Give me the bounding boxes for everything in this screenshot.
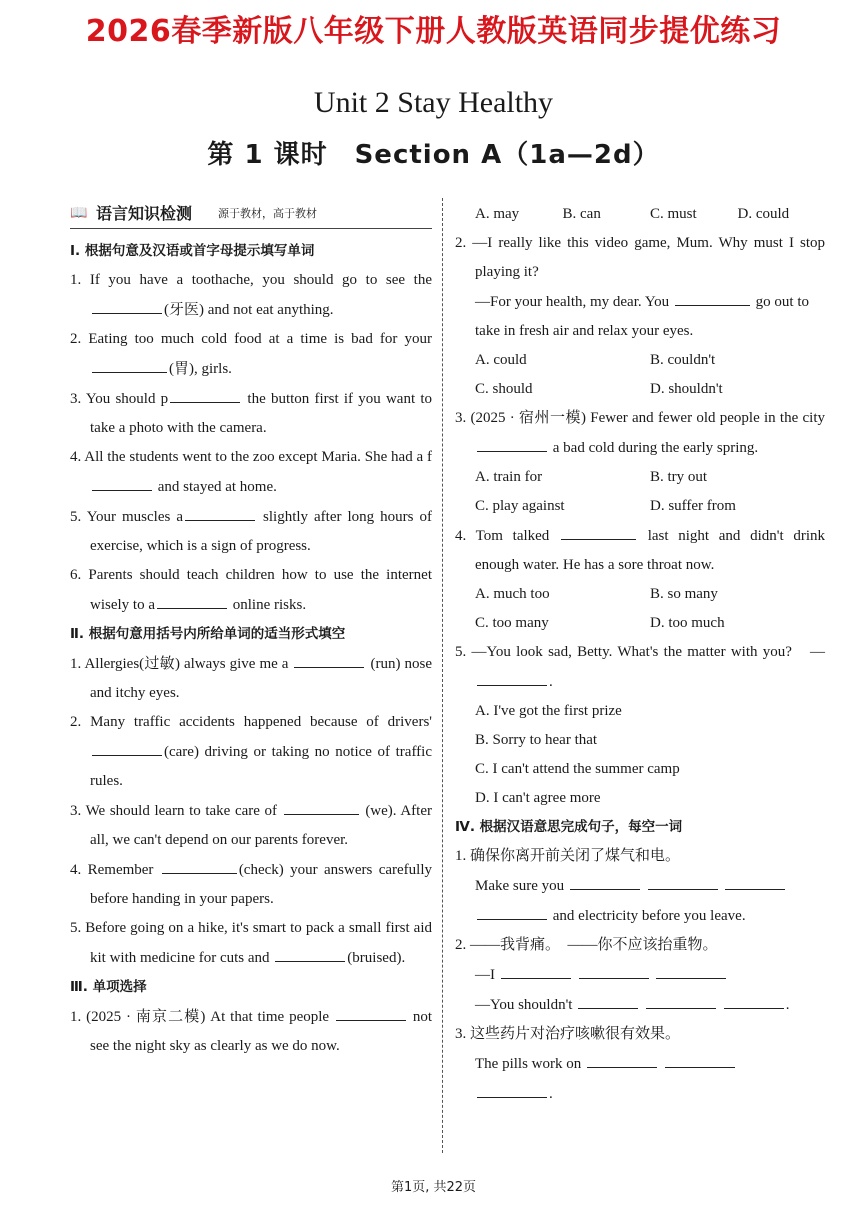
part3-question-2: 2. —I really like this video game, Mum. Why must I stop playing it? — [455, 235, 825, 280]
option-b[interactable]: B. couldn't — [650, 352, 716, 368]
part1-question-1: 1. If you have a toothache, you should go to see the (牙医) and not eat anything. — [70, 272, 432, 318]
option-c[interactable]: C. should — [475, 381, 533, 397]
option-b[interactable]: B. try out — [650, 469, 708, 485]
answer-blank[interactable] — [477, 667, 547, 686]
option-c[interactable]: C. too many — [475, 615, 549, 631]
option-c[interactable]: C. must — [650, 206, 697, 222]
answer-blank[interactable] — [477, 433, 547, 452]
answer-blank[interactable] — [656, 960, 726, 979]
option-d[interactable]: D. I can't agree more — [475, 790, 601, 806]
option-b[interactable]: B. can — [562, 206, 601, 222]
part1-question-3: 3. You should p the button first if you want to take a photo with the camera. — [70, 384, 432, 443]
option-b[interactable]: B. so many — [650, 586, 718, 602]
part2-question-3: 3. We should learn to take care of (we). After all, we can't depend on our parents forever. — [70, 796, 432, 855]
part1-question-5: 5. Your muscles a slightly after long hours of exercise, which is a sign of progress. — [70, 502, 432, 561]
part2-question-1: 1. Allergies(过敏) always give me a (run) nose and itchy eyes. — [70, 649, 432, 708]
part4-question-1: 1. 确保你离开前关闭了煤气和电。 — [455, 848, 681, 864]
answer-blank[interactable] — [170, 384, 240, 403]
part3-question-3: 3. (2025 · 宿州一模) Fewer and fewer old people in the city a bad cold during the early spring. — [455, 410, 825, 456]
part3-q3-options-2 — [455, 492, 825, 521]
answer-blank[interactable] — [501, 960, 571, 979]
part3-q3-options — [455, 463, 825, 492]
column-divider — [442, 198, 443, 1153]
option-d[interactable]: D. could — [737, 206, 790, 222]
part4-question-2-line-1: —I — [455, 960, 825, 990]
part3-q4-options — [455, 580, 825, 609]
option-a[interactable]: A. train for — [475, 469, 543, 485]
answer-blank[interactable] — [578, 990, 638, 1009]
part1-question-4: 4. All the students went to the zoo except Maria. She had a f and stayed at home. — [70, 449, 432, 495]
part3-q2-options-2 — [455, 375, 825, 404]
part3-question-2-reply: —For your health, my dear. You go out to take in fresh air and relax your eyes. — [455, 287, 825, 346]
answer-blank[interactable] — [284, 796, 359, 815]
option-a[interactable]: A. I've got the first prize — [475, 703, 622, 719]
part3-question-5: 5. —You look sad, Betty. What's the matter with you? —. — [455, 644, 825, 690]
part4-question-3-line-1: The pills work on — [455, 1049, 825, 1079]
part4-question-3-line-2: . — [455, 1079, 825, 1109]
answer-blank[interactable] — [185, 502, 255, 521]
section-subtitle: 源于教材，高于教材 — [218, 207, 318, 220]
answer-blank[interactable] — [570, 871, 640, 890]
part2-question-2: 2. Many traffic accidents happened because of drivers' (care) driving or taking no notice of traffic rules. — [70, 714, 432, 789]
book-icon: 📖 — [70, 205, 88, 221]
option-d[interactable]: D. shouldn't — [650, 381, 723, 397]
part3-heading: Ⅲ. 单项选择 — [70, 979, 147, 995]
right-column — [455, 200, 825, 1109]
part3-question-4: 4. Tom talked last night and didn't drink enough water. He has a sore throat now. — [455, 521, 825, 580]
part4-question-3: 3. 这些药片对治疗咳嗽很有效果。 — [455, 1026, 681, 1042]
answer-blank[interactable] — [561, 521, 636, 540]
part4-question-2-line-2: —You shouldn't . — [455, 990, 825, 1020]
section-title: 语言知识检测 — [96, 204, 193, 223]
part4-heading: Ⅳ. 根据汉语意思完成句子，每空一词 — [455, 819, 683, 835]
option-a[interactable]: A. much too — [475, 586, 550, 602]
answer-blank[interactable] — [275, 943, 345, 962]
option-d[interactable]: D. suffer from — [650, 498, 736, 514]
part2-question-5: 5. Before going on a hike, it's smart to pack a small first aid kit with medicine for cuts and (bruised). — [70, 920, 432, 966]
answer-blank[interactable] — [477, 901, 547, 920]
answer-blank[interactable] — [724, 990, 784, 1009]
answer-blank[interactable] — [646, 990, 716, 1009]
banner-title: 2026春季新版八年级下册人教版英语同步提优练习 — [85, 14, 782, 49]
answer-blank[interactable] — [92, 472, 152, 491]
left-column — [70, 200, 432, 1061]
answer-blank[interactable] — [587, 1049, 657, 1068]
answer-blank[interactable] — [92, 295, 162, 314]
part1-question-6: 6. Parents should teach children how to use the internet wisely to a online risks. — [70, 567, 432, 613]
option-a[interactable]: A. may — [475, 206, 520, 222]
part2-heading: Ⅱ. 根据句意用括号内所给单词的适当形式填空 — [70, 626, 346, 642]
answer-blank[interactable] — [157, 590, 227, 609]
answer-blank[interactable] — [665, 1049, 735, 1068]
answer-blank[interactable] — [725, 871, 785, 890]
unit-title: Unit 2 Stay Healthy — [313, 86, 554, 119]
part3-question-1: 1. (2025 · 南京二模) At that time people not see the night sky as clearly as we do now. — [70, 1002, 432, 1061]
answer-blank[interactable] — [294, 649, 364, 668]
answer-blank[interactable] — [477, 1079, 547, 1098]
lesson-title: 第 1 课时 Section A（1a—2d） — [207, 140, 660, 170]
option-c[interactable]: C. play against — [475, 498, 565, 514]
part3-q1-options — [455, 200, 825, 229]
part4-question-1-line: Make sure you — [455, 871, 825, 901]
part1-question-2: 2. Eating too much cold food at a time is bad for your (胃), girls. — [70, 331, 432, 377]
answer-blank[interactable] — [92, 737, 162, 756]
answer-blank[interactable] — [579, 960, 649, 979]
answer-blank[interactable] — [648, 871, 718, 890]
part1-heading: Ⅰ. 根据句意及汉语或首字母提示填写单词 — [70, 243, 315, 259]
answer-blank[interactable] — [92, 354, 167, 373]
answer-blank[interactable] — [675, 287, 750, 306]
answer-blank[interactable] — [162, 855, 237, 874]
section-header — [70, 200, 432, 229]
part4-question-1-line-2: and electricity before you leave. — [455, 901, 825, 931]
option-d[interactable]: D. too much — [650, 615, 725, 631]
option-a[interactable]: A. could — [475, 352, 527, 368]
option-c[interactable]: C. I can't attend the summer camp — [475, 761, 680, 777]
part3-q2-options — [455, 346, 825, 375]
page-number: 第1页, 共22页 — [390, 1180, 477, 1195]
part3-q4-options-2 — [455, 609, 825, 638]
part4-question-2: 2. ——我背痛。 ——你不应该抬重物。 — [455, 937, 718, 953]
option-b[interactable]: B. Sorry to hear that — [475, 732, 598, 748]
part2-question-4: 4. Remember (check) your answers carefully before handing in your papers. — [70, 855, 432, 914]
answer-blank[interactable] — [336, 1002, 406, 1021]
